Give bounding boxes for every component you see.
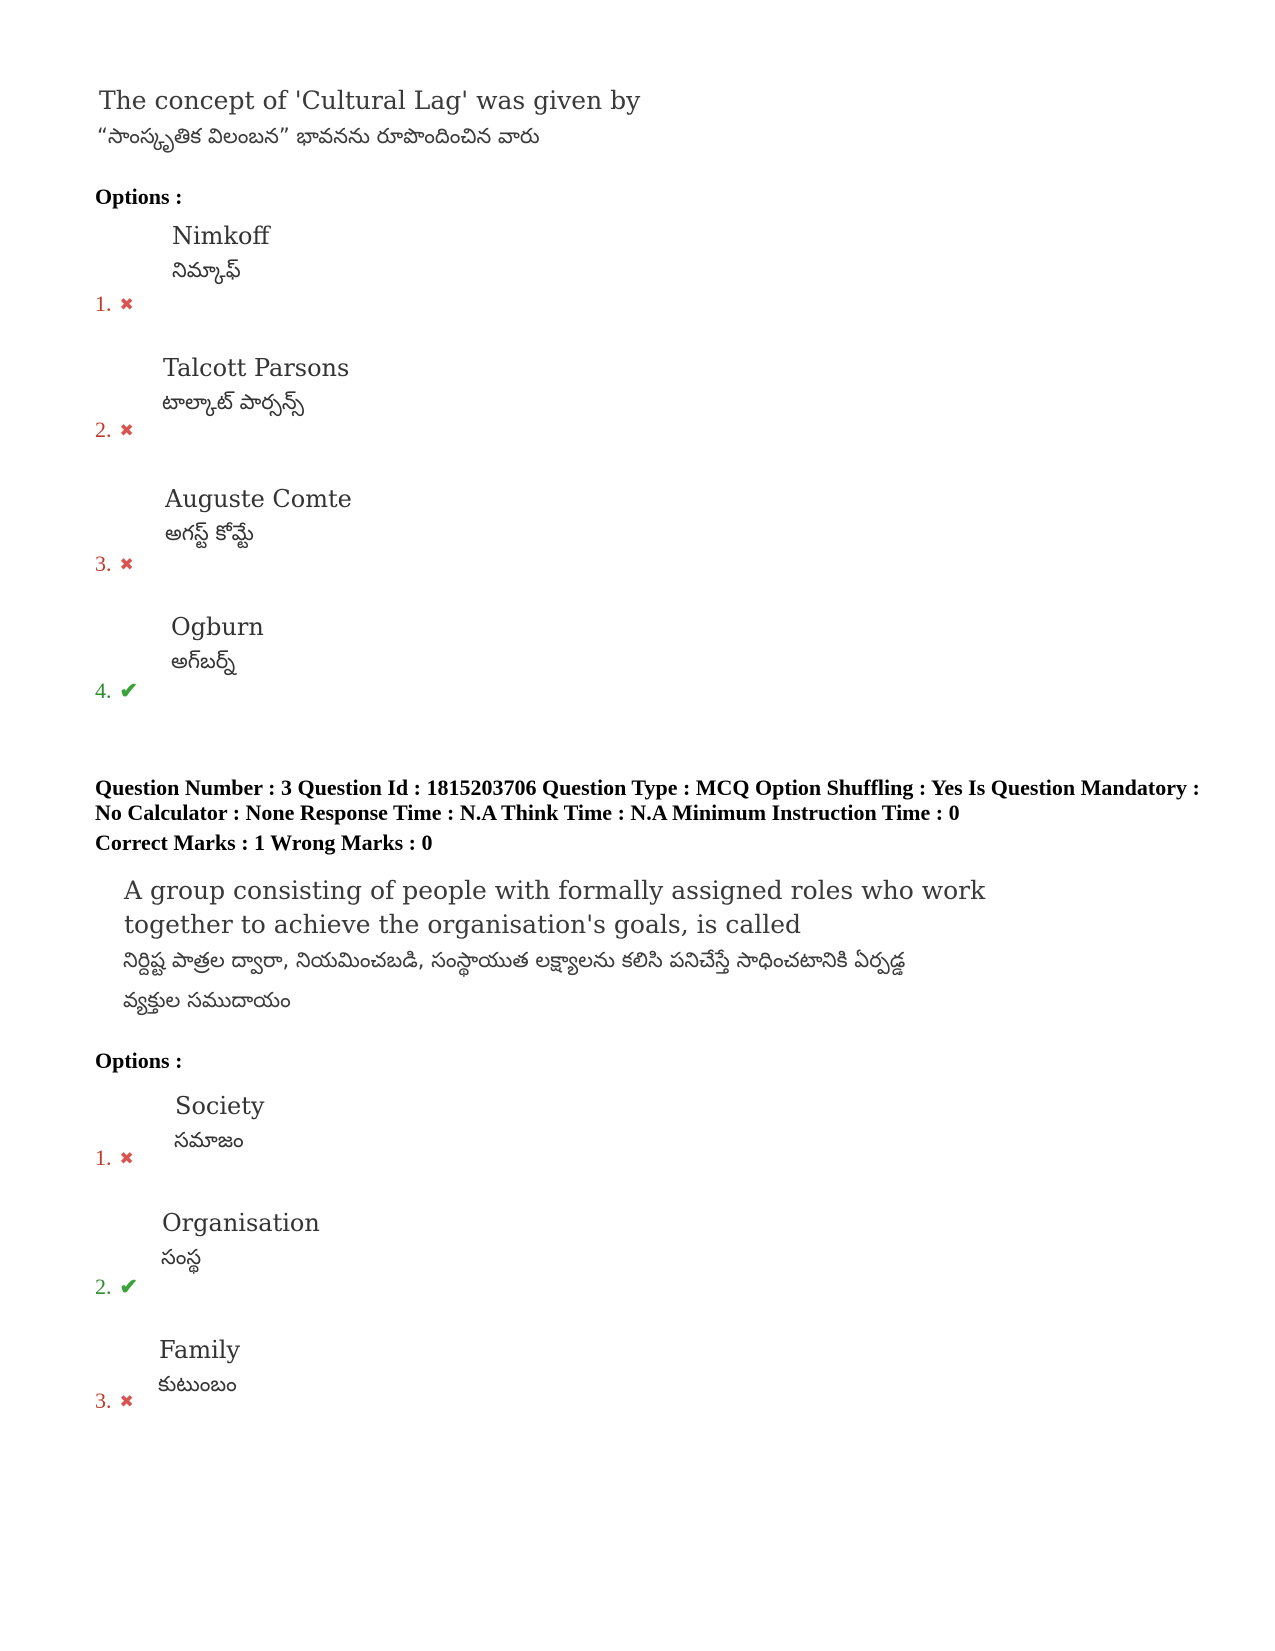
option-number [95, 1388, 134, 1414]
option-text-te: అగస్ట్ కోమ్టే [165, 521, 254, 545]
option-text-en: Society [175, 1092, 265, 1120]
check-icon: ✔ [119, 678, 138, 703]
option-text-en: Organisation [162, 1209, 320, 1237]
question-text-en: The concept of 'Cultural Lag' was given by [99, 86, 641, 115]
question-text-te: నిర్దిష్ట పాత్రల ద్వారా, నియమించబడి, సంస్థాయుత లక్ష్యాలను కలిసి పనిచేస్తే సాధించటానికి ఏర్పడ్డ [123, 948, 906, 972]
option-number [95, 417, 134, 443]
option-number [95, 678, 138, 704]
option-number [95, 1274, 138, 1300]
cross-icon: ✖ [119, 1391, 134, 1411]
option-number [95, 551, 134, 577]
option-text-te: టాల్కాట్ పార్సన్స్ [162, 390, 305, 414]
check-icon: ✔ [119, 1274, 138, 1299]
option-number-label: 2. [95, 1274, 112, 1299]
question-text-en: A group consisting of people with formally assigned roles who work [124, 876, 986, 905]
question-text-en: together to achieve the organisation's goals, is called [124, 910, 802, 939]
cross-icon: ✖ [119, 294, 134, 314]
option-text-te: కుటుంబం [158, 1372, 237, 1396]
option-number-label: 4. [95, 678, 112, 703]
question-text-te: “సాంస్కృతిక విలంబన” భావనను రూపొందించిన వారు [97, 124, 540, 148]
cross-icon: ✖ [119, 554, 134, 574]
option-text-en: Auguste Comte [165, 485, 352, 513]
question-text-te: వ్యక్తుల సముదాయం [123, 988, 291, 1012]
cross-icon: ✖ [119, 1148, 134, 1168]
option-number [95, 291, 134, 317]
option-text-te: సంస్థ [161, 1245, 202, 1269]
option-number-label: 2. [95, 417, 112, 442]
option-text-en: Nimkoff [172, 222, 270, 250]
option-text-te: అగ్‌బర్న్ [171, 649, 236, 673]
options-heading: Options : [95, 184, 183, 209]
option-text-te: సమాజం [174, 1128, 244, 1152]
option-text-en: Ogburn [171, 613, 264, 641]
options-heading: Options : [95, 1048, 183, 1073]
option-number [95, 1145, 134, 1171]
cross-icon: ✖ [119, 420, 134, 440]
option-number-label: 1. [95, 1145, 112, 1170]
option-text-en: Talcott Parsons [163, 354, 350, 382]
option-text-en: Family [159, 1336, 240, 1364]
option-text-te: నిమ్కాఫ్ [172, 258, 241, 282]
question-marks: Correct Marks : 1 Wrong Marks : 0 [95, 830, 433, 855]
question-meta: Question Number : 3 Question Id : 1815203706 Question Type : MCQ Option Shuffling : Yes Is Question Mandatory : No Calculator : None Response Time : N.A Think Time : N.A Minimum Instruction Time : 0 [95, 775, 1200, 825]
option-number-label: 3. [95, 1388, 112, 1413]
option-number-label: 1. [95, 291, 112, 316]
option-number-label: 3. [95, 551, 112, 576]
